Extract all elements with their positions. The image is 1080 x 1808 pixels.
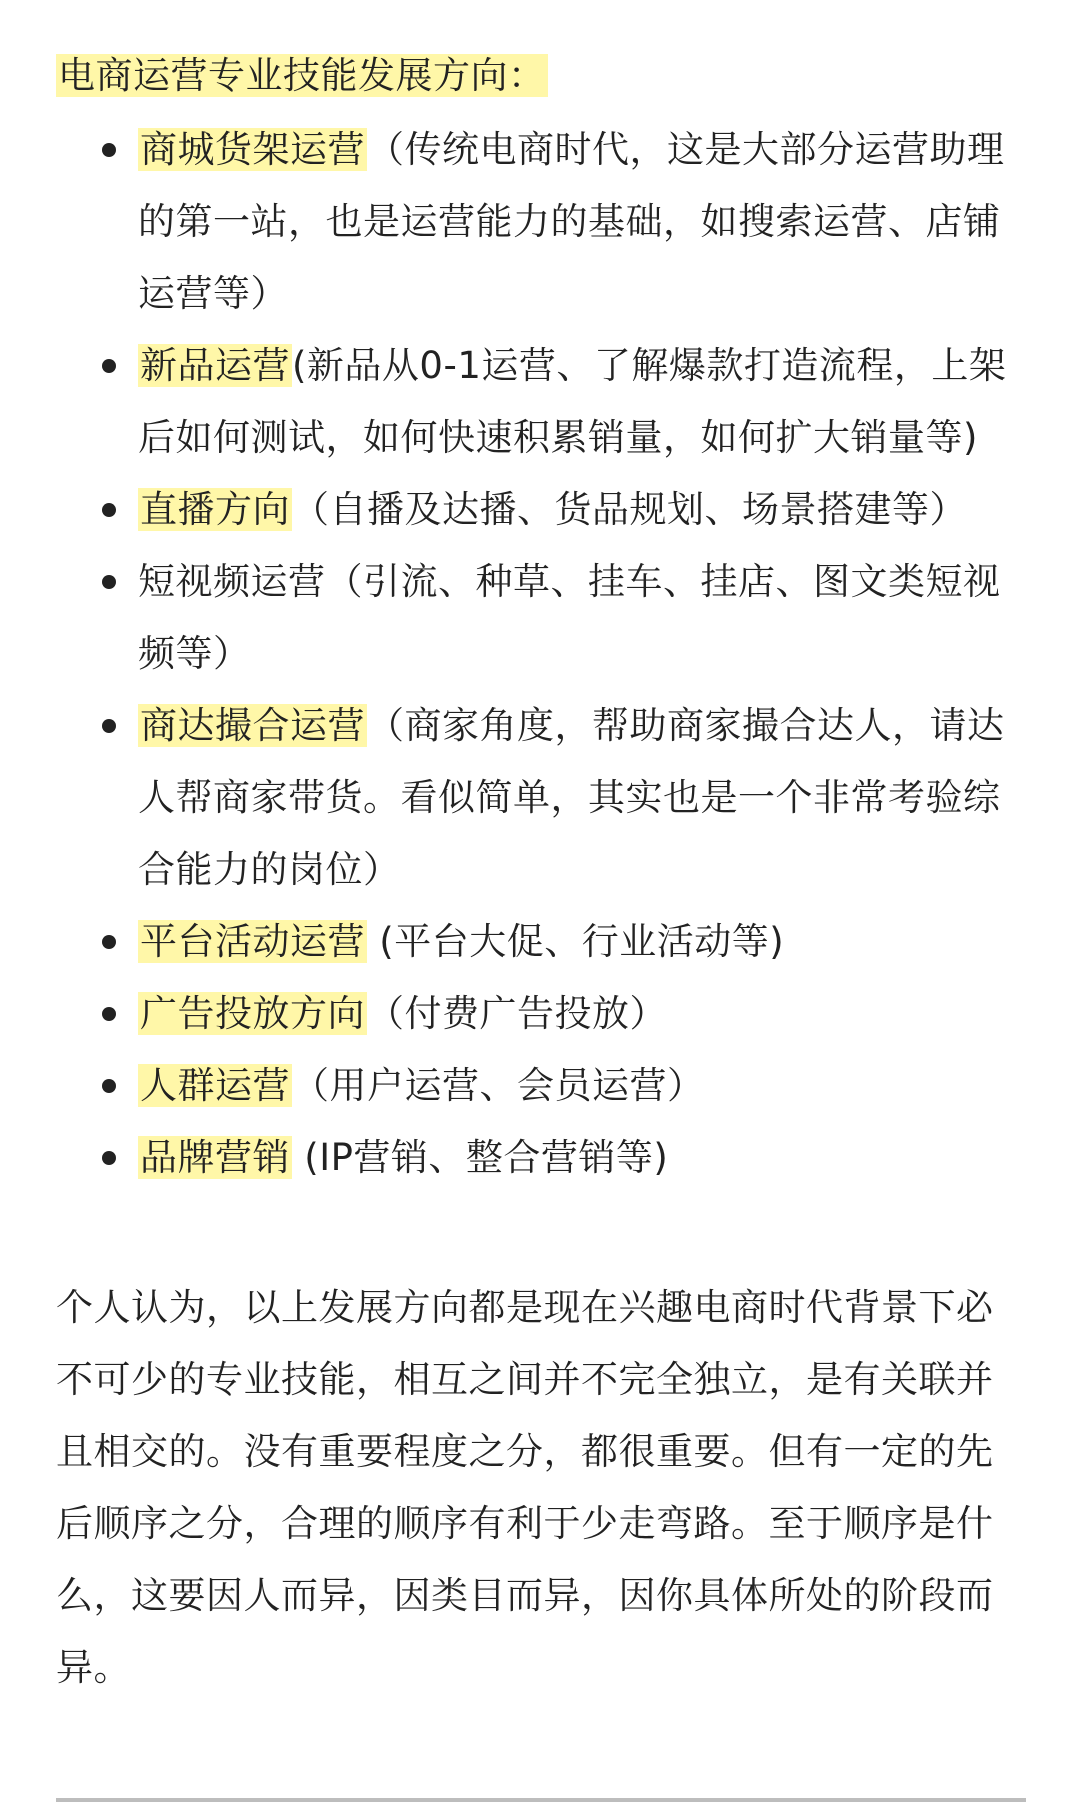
bullet-icon xyxy=(102,935,116,949)
summary-paragraph: 个人认为，以上发展方向都是现在兴趣电商时代背景下必不可少的专业技能，相互之间并不完全独立，是有关联并且相交的。没有重要程度之分，都很重要。但有一定的先后顺序之分，合理的顺序有利于少走弯路。至于顺序是什么，这要因人而异，因类目而异，因你具体所处的阶段而异。 xyxy=(56,1286,994,1689)
article-body xyxy=(56,46,1026,1704)
skill-desc: （付费广告投放） xyxy=(367,992,667,1035)
bullet-icon xyxy=(102,1079,116,1093)
skill-title: 新品运营 xyxy=(140,344,290,387)
section-heading xyxy=(56,46,1026,106)
bullet-icon xyxy=(102,503,116,517)
skill-title: 直播方向 xyxy=(140,488,290,531)
bullet-icon xyxy=(102,1007,116,1021)
skill-desc: （用户运营、会员运营） xyxy=(292,1064,705,1107)
skill-title: 商达撮合运营 xyxy=(140,704,365,747)
bullet-icon xyxy=(102,575,116,589)
skill-desc: （商家角度，帮助商家撮合达人，请达人帮商家带货。看似简单，其实也是一个非常考验综合能力的岗位） xyxy=(138,704,1005,891)
skill-desc: (平台大促、行业活动等) xyxy=(367,920,785,963)
list-item xyxy=(56,906,1026,978)
skill-desc: （自播及达播、货品规划、场景搭建等） xyxy=(292,488,967,531)
bullet-icon xyxy=(102,719,116,733)
skill-desc: 短视频运营（引流、种草、挂车、挂店、图文类短视频等） xyxy=(138,560,1001,675)
bullet-icon xyxy=(102,359,116,373)
bullet-icon xyxy=(102,1151,116,1165)
skill-title: 广告投放方向 xyxy=(140,992,365,1035)
skill-title: 商城货架运营 xyxy=(140,128,365,171)
list-item xyxy=(56,546,1026,690)
bullet-icon xyxy=(102,143,116,157)
list-item xyxy=(56,1050,1026,1122)
skill-title: 平台活动运营 xyxy=(140,920,365,963)
heading-highlight: 电商运营专业技能发展方向： xyxy=(58,54,546,97)
list-item xyxy=(56,1122,1026,1194)
list-item xyxy=(56,330,1026,474)
skills-list xyxy=(56,114,1026,1194)
list-item xyxy=(56,114,1026,330)
list-item xyxy=(56,690,1026,906)
skill-desc: （传统电商时代，这是大部分运营助理的第一站，也是运营能力的基础，如搜索运营、店铺运营等） xyxy=(138,128,1005,315)
skill-title: 人群运营 xyxy=(140,1064,290,1107)
bottom-divider xyxy=(56,1798,1026,1802)
skill-title: 品牌营销 xyxy=(140,1136,290,1179)
list-item xyxy=(56,474,1026,546)
skill-desc: (新品从0-1运营、了解爆款打造流程，上架后如何测试，如何快速积累销量，如何扩大销量等) xyxy=(138,344,1007,459)
skill-desc: (IP营销、整合营销等) xyxy=(292,1136,669,1179)
list-item xyxy=(56,978,1026,1050)
